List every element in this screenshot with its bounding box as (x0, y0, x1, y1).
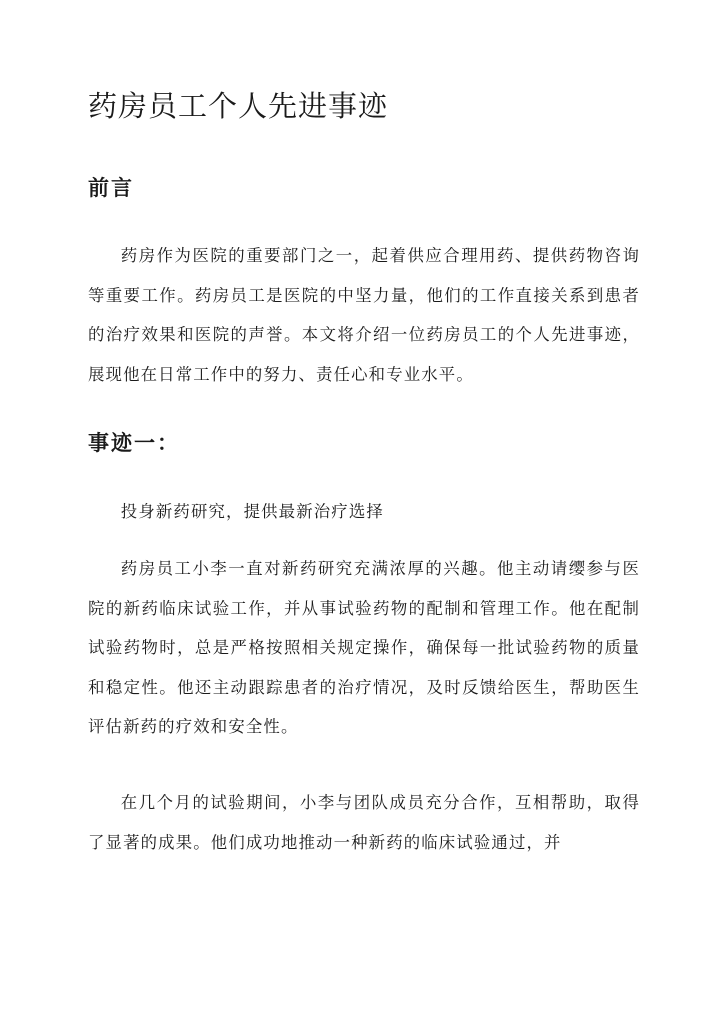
deed-one-paragraph-continued: 在几个月的试验期间，小李与团队成员充分合作，互相帮助，取得了显著的成果。他们成功地推动一种新药的临床试验通过，并 (88, 793, 640, 852)
deed-one-paragraph: 药房员工小李一直对新药研究充满浓厚的兴趣。他主动请缨参与医院的新药临床试验工作，并从事试验药物的配制和管理工作。他在配制试验药物时，总是严格按照相关规定操作，确保每一批试验药物的质量和稳定性。他还主动跟踪患者的治疗情况，及时反馈给医生，帮助医生评估新药的疗效和安全性。 (88, 559, 640, 737)
section-heading-deed-one: 事迹一： (88, 430, 180, 455)
intro-paragraph: 药房作为医院的重要部门之一，起着供应合理用药、提供药物咨询等重要工作。药房员工是医院的中坚力量，他们的工作直接关系到患者的治疗效果和医院的声誉。本文将介绍一位药房员工的个人先进事迹，展现他在日常工作中的努力、责任心和专业水平。 (88, 246, 640, 384)
section-heading-intro: 前言 (88, 175, 134, 200)
deed-one-subtitle: 投身新药研究，提供最新治疗选择 (120, 502, 384, 521)
document-title: 药房员工个人先进事迹 (88, 89, 389, 123)
